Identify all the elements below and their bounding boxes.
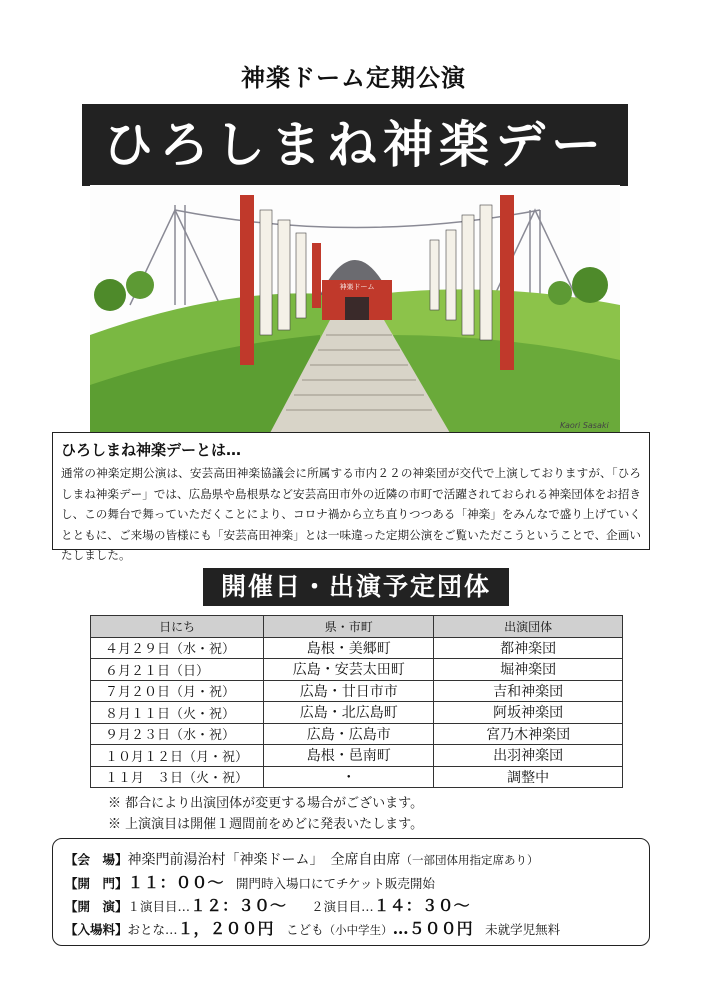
gate-open-text: 開門時入場口にてチケット販売開始	[236, 876, 435, 891]
row-date: ８月１１日（火・祝）	[91, 702, 264, 724]
schedule-table	[90, 615, 623, 788]
table-row	[91, 766, 623, 788]
first-show-label: １演目目…	[127, 899, 191, 914]
column-header-troupe: 出演団体	[434, 616, 623, 638]
row-date: ６月２１日（日）	[91, 659, 264, 681]
adult-label: おとな…	[127, 922, 178, 937]
table-row	[91, 680, 623, 702]
row-date: ４月２９日（水・祝）	[91, 637, 264, 659]
schedule-notes	[108, 793, 423, 835]
row-troupe: 調整中	[434, 766, 623, 788]
child-price: …５００円	[392, 919, 473, 938]
row-date: ７月２０日（月・祝）	[91, 680, 264, 702]
admission-row	[65, 917, 637, 940]
note-troupe-change: ※ 都合により出演団体が変更する場合がございます。	[108, 796, 424, 811]
row-place: 島根・美郷町	[264, 637, 434, 659]
schedule-heading: 開催日・出演予定団体	[203, 568, 509, 606]
row-place: 広島・廿日市市	[264, 680, 434, 702]
event-title: ひろしまね神楽デー	[82, 104, 628, 186]
adult-price: １，２００円	[177, 919, 274, 938]
row-date: １１月 ３日（火・祝）	[91, 766, 264, 788]
table-row	[91, 637, 623, 659]
child-label: こども	[286, 922, 324, 937]
row-place: 島根・邑南町	[264, 745, 434, 767]
admission-label: 【入場料】	[65, 922, 128, 937]
row-troupe: 都神楽団	[434, 637, 623, 659]
venue-label: 【会 場】	[65, 852, 128, 867]
about-title: ひろしまね神楽デーとは…	[61, 441, 242, 459]
gate-open-time: １１：００～	[127, 873, 224, 892]
preschool-free: 未就学児無料	[485, 922, 561, 937]
row-troupe: 堀神楽団	[434, 659, 623, 681]
table-row	[91, 745, 623, 767]
table-row	[91, 702, 623, 724]
gate-open-row	[65, 871, 637, 894]
showtime-label: 【開 演】	[65, 899, 128, 914]
dome-sign: 神楽ドーム	[339, 283, 375, 291]
child-note: （小中学生）	[323, 923, 393, 937]
row-place: 広島・安芸太田町	[264, 659, 434, 681]
schedule-header-row	[91, 616, 623, 638]
first-show-time: １２：３０～	[190, 896, 287, 915]
about-section	[52, 432, 650, 562]
row-place: ・	[264, 766, 434, 788]
row-place: 広島・広島市	[264, 723, 434, 745]
event-info-box	[52, 838, 650, 946]
venue-text: 神楽門前湯治村「神楽ドーム」 全席自由席	[127, 852, 401, 868]
kagura-dome-illustration	[90, 185, 620, 433]
event-subtitle: 神楽ドーム定期公演	[241, 64, 466, 92]
about-body: 通常の神楽定期公演は、安芸高田神楽協議会に所属する市内２２の神楽団が交代で上演しておりますが、「ひろしまね神楽デー」では、広島県や島根県など安芸高田市外の近隣の市町で活躍されておられる神楽団体をお招きし、この舞台で舞っていただくことにより、コロナ禍から立ち直りつつある「神楽」をみんなで盛り上げていくとともに、ご来場の皆様にも「安芸高田神楽」とは一味違った定期公演をご覧いただこうということで、企画いたしました。	[61, 466, 641, 562]
venue-note: （一部団体用指定席あり）	[400, 853, 539, 867]
note-program-announcement: ※ 上演演目は開催１週間前をめどに発表いたします。	[108, 817, 424, 832]
row-troupe: 出羽神楽団	[434, 745, 623, 767]
second-show-label: ２演目目…	[311, 899, 374, 914]
row-date: ９月２３日（水・祝）	[91, 723, 264, 745]
gate-open-label: 【開 門】	[65, 876, 128, 891]
row-place: 広島・北広島町	[264, 702, 434, 724]
row-troupe: 吉和神楽団	[434, 680, 623, 702]
column-header-place: 県・市町	[264, 616, 434, 638]
table-row	[91, 723, 623, 745]
venue-row	[65, 848, 637, 871]
row-troupe: 阿坂神楽団	[434, 702, 623, 724]
row-date: １０月１２日（月・祝）	[91, 745, 264, 767]
illustration-signature: Kaori Sasaki	[560, 421, 609, 430]
column-header-date: 日にち	[91, 616, 264, 638]
second-show-time: １４：３０～	[373, 896, 470, 915]
table-row	[91, 659, 623, 681]
row-troupe: 宮乃木神楽団	[434, 723, 623, 745]
showtime-row	[65, 894, 637, 917]
